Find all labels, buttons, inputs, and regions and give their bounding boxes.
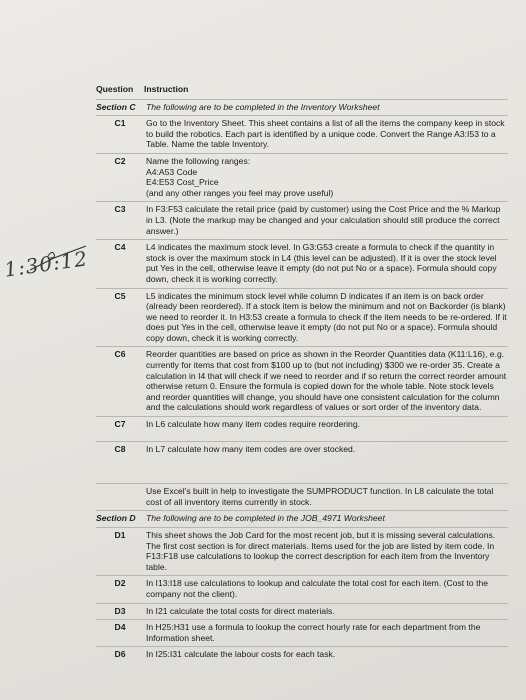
question-label: D4 <box>114 622 126 633</box>
question-label: D6 <box>114 649 126 660</box>
table-row <box>96 646 508 663</box>
table-row <box>96 346 508 416</box>
instruction-text: L4 indicates the maximum stock level. In G3:G53 create a formula to check if the quantity in stock is over the maximum stock in L4 (this level can be adjusted). If it is over the stock level put Yes in the cell, otherwise leave it empty (do not put No or a space). Formula should copy down, check it is working correctly. <box>146 242 497 284</box>
section-row <box>96 510 508 527</box>
table-row <box>96 153 508 201</box>
question-label: D2 <box>114 578 126 589</box>
instruction-text: Go to the Inventory Sheet. This sheet contains a list of all the items the company keep in stock to build the robotics. Each part is identified by a unique code. Convert the Range A3:I53 to a Table. Name the table Inventory. <box>146 118 505 150</box>
instruction-text: This sheet shows the Job Card for the most recent job, but it is missing several calculations. The first cost section is for direct materials. Items used for the job are listed by item code. In F13:F18 use calculations to lookup the correct description for each item from the Inventory table. <box>146 530 496 572</box>
table-row <box>96 239 508 287</box>
question-label: D1 <box>114 530 126 540</box>
instruction-text: In L7 calculate how many item codes are over stocked. <box>146 443 356 454</box>
table-row <box>96 115 508 153</box>
table-header <box>96 84 508 95</box>
instruction-text: Name the following ranges: A4:A53 Code E4:E53 Cost_Price (and any other ranges you feel may prove useful) <box>146 155 334 198</box>
table-row <box>96 201 508 239</box>
instruction-text: In I21 calculate the total costs for direct materials. <box>146 605 335 616</box>
table-row <box>96 288 508 347</box>
question-label: C5 <box>114 290 126 301</box>
instruction-text: The following are to be completed in the JOB_4971 Worksheet <box>146 513 385 524</box>
table-body <box>96 99 508 663</box>
table-row <box>96 483 508 510</box>
section-row <box>96 99 508 116</box>
table-row <box>96 603 508 620</box>
instruction-column-header: Instruction <box>144 84 189 94</box>
instruction-text: L5 indicates the minimum stock level while column D indicates if an item is on back order (already been reordered). If a stock item is below the minimum and not on Backorder (is blank) we need to reorder it. In H3:53 create a formula to check if the item needs to be re-ordered. If it does put Yes in the cell, otherwise leave it empty (do not put No or a space). Formula should copy down, check it is working correctly. <box>146 290 507 343</box>
table-row <box>96 416 508 433</box>
question-label: C4 <box>114 242 126 253</box>
question-label: Section C <box>96 101 136 112</box>
instruction-text: In I25:I31 calculate the labour costs for each task. <box>146 649 336 660</box>
table-row <box>96 619 508 646</box>
question-label: C7 <box>114 419 126 430</box>
question-label: C2 <box>114 155 126 166</box>
instruction-text: In H25:H31 use a formula to lookup the correct hourly rate for each department from the Information sheet. <box>146 622 481 643</box>
table-row <box>96 441 508 458</box>
question-label: C6 <box>114 349 126 360</box>
instruction-text: Use Excel's built in help to investigate the SUMPRODUCT function. In L8 calculate the total cost of all inventory items currently in stock. <box>146 486 494 507</box>
question-label: D3 <box>114 605 126 616</box>
question-label: C8 <box>114 443 126 454</box>
instruction-text: The following are to be completed in the Inventory Worksheet <box>146 101 380 112</box>
table-row <box>96 527 508 575</box>
table-row <box>96 575 508 602</box>
question-label <box>96 486 144 507</box>
question-label: C1 <box>114 118 126 129</box>
instruction-text: In I13:I18 use calculations to lookup and calculate the total cost for each item. (Cost to the company not the client). <box>146 578 489 599</box>
instruction-text: In F3:F53 calculate the retail price (paid by customer) using the Cost Price and the % Markup in L3. (Note the markup may be changed and your calculation should still produce the correct answer.) <box>146 204 501 236</box>
instruction-text: Reorder quantities are based on price as shown in the Reorder Quantities data (K11:L16), e.g. currently for items that cost from $100 up to (but not including) $300 we re-order 35. Create a calculation in I4 that will check if we need to reorder and if so return the correct reorder amount otherwise return 0. Ensure the formula is copied down for the whole table. Note stock levels and reorder quantities will change, you should have one consistent calculation for the column and the calculations should work regardless of values or sort order of the inventory data. <box>146 349 507 413</box>
handwritten-annotation: 1:30:12 <box>2 246 90 282</box>
instruction-table <box>96 84 508 663</box>
question-column-header: Question <box>96 84 134 94</box>
instruction-text: In L6 calculate how many item codes require reordering. <box>146 419 361 430</box>
question-label: Section D <box>96 513 136 524</box>
question-label: C3 <box>114 204 126 215</box>
